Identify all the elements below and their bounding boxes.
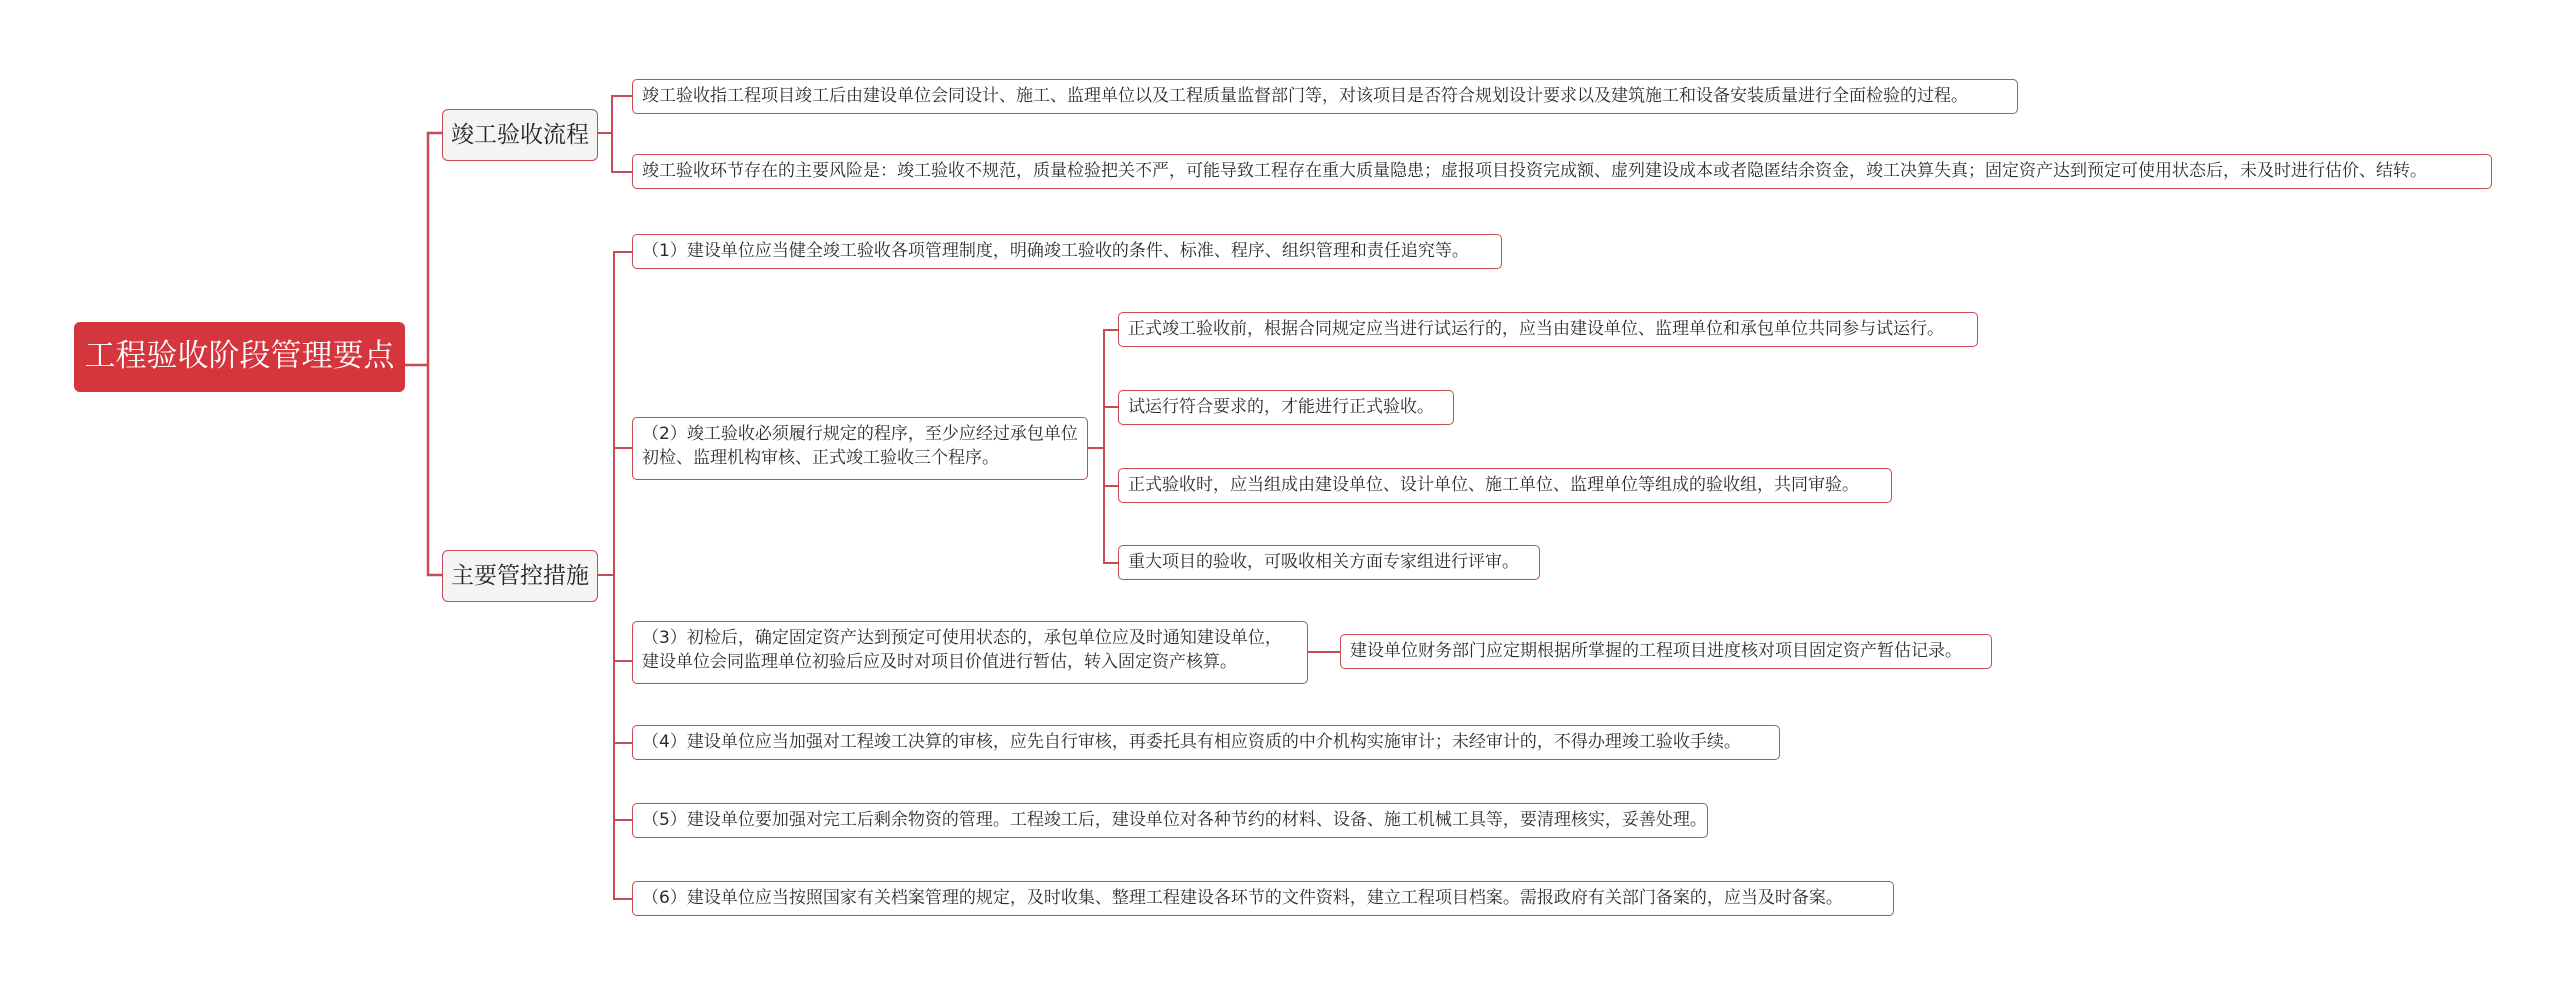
measure-2-expert-review[interactable]: 重大项目的验收，可吸收相关方面专家组进行评审。 bbox=[1118, 545, 1540, 580]
measure-3[interactable]: （3）初检后，确定固定资产达到预定可使用状态的，承包单位应及时通知建设单位，建设单位会同监理单位初验后应及时对项目价值进行暂估，转入固定资产核算。 bbox=[632, 621, 1308, 684]
branch-control-measures[interactable]: 主要管控措施 bbox=[442, 550, 598, 602]
connector-root-to-branch-1 bbox=[428, 365, 442, 575]
measure-6[interactable]: （6）建设单位应当按照国家有关档案管理的规定，及时收集、整理工程建设各环节的文件资料，建立工程项目档案。需报政府有关部门备案的，应当及时备案。 bbox=[632, 881, 1894, 916]
acceptance-risks[interactable]: 竣工验收环节存在的主要风险是：竣工验收不规范，质量检验把关不严，可能导致工程存在重大质量隐患；虚报项目投资完成额、虚列建设成本或者隐匿结余资金，竣工决算失真；固定资产达到预定可使用状态后，未及时进行估价、结转。 bbox=[632, 154, 2492, 189]
measure-5[interactable]: （5）建设单位要加强对完工后剩余物资的管理。工程竣工后，建设单位对各种节约的材料、设备、施工机械工具等，要清理核实，妥善处理。 bbox=[632, 803, 1708, 838]
measure-2[interactable]: （2）竣工验收必须履行规定的程序，至少应经过承包单位初检、监理机构审核、正式竣工验收三个程序。 bbox=[632, 417, 1088, 480]
measure-2-formal-acceptance-condition[interactable]: 试运行符合要求的，才能进行正式验收。 bbox=[1118, 390, 1454, 425]
connector-branch-1-children bbox=[598, 252, 632, 899]
measure-3-asset-record-check[interactable]: 建设单位财务部门应定期根据所掌握的工程项目进度核对项目固定资产暂估记录。 bbox=[1340, 634, 1992, 669]
measure-1[interactable]: （1）建设单位应当健全竣工验收各项管理制度，明确竣工验收的条件、标准、程序、组织管理和责任追究等。 bbox=[632, 234, 1502, 269]
root-topic[interactable]: 工程验收阶段管理要点 bbox=[74, 322, 405, 392]
acceptance-definition[interactable]: 竣工验收指工程项目竣工后由建设单位会同设计、施工、监理单位以及工程质量监督部门等，对该项目是否符合规划设计要求以及建筑施工和设备安装质量进行全面检验的过程。 bbox=[632, 79, 2018, 114]
connector-measure-2-children bbox=[1088, 330, 1118, 563]
connector-root-to-branch-0 bbox=[405, 133, 442, 365]
branch-acceptance-process[interactable]: 竣工验收流程 bbox=[442, 109, 598, 161]
measure-2-acceptance-group[interactable]: 正式验收时，应当组成由建设单位、设计单位、施工单位、监理单位等组成的验收组，共同审验。 bbox=[1118, 468, 1892, 503]
measure-4[interactable]: （4）建设单位应当加强对工程竣工决算的审核，应先自行审核，再委托具有相应资质的中介机构实施审计；未经审计的，不得办理竣工验收手续。 bbox=[632, 725, 1780, 760]
measure-2-trial-run[interactable]: 正式竣工验收前，根据合同规定应当进行试运行的，应当由建设单位、监理单位和承包单位共同参与试运行。 bbox=[1118, 312, 1978, 347]
connector-branch-0-children bbox=[598, 96, 632, 172]
